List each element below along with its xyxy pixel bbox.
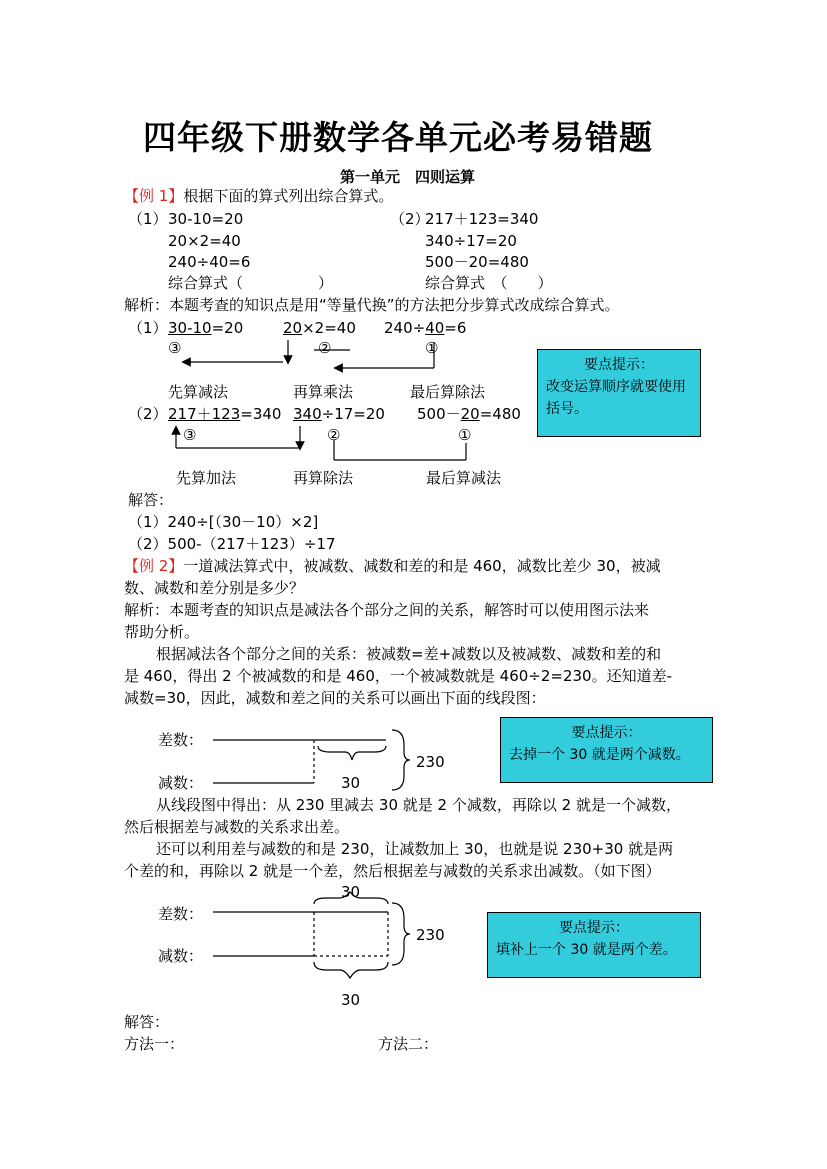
example-1-analysis: 解析：本题考查的知识点是用“等量代换”的方法把分步算式改成综合算式。 bbox=[124, 296, 620, 314]
d2-num: （2） bbox=[128, 405, 168, 423]
p2-num: （2） bbox=[390, 210, 430, 228]
d2-expr1-underlined: 217＋123 bbox=[168, 405, 241, 423]
fig1-30: 30 bbox=[341, 774, 361, 792]
p1-line1: 30-10=20 bbox=[168, 210, 244, 228]
fig2-brace-bottom bbox=[314, 962, 388, 978]
d2-expr3-underlined: 20 bbox=[460, 405, 480, 423]
fig1-brace-30 bbox=[318, 746, 386, 760]
tip-box-3-title: 要点提示： bbox=[559, 920, 629, 936]
d1-step2: 再算乘法 bbox=[293, 383, 354, 401]
d2-expr1-rest: =340 bbox=[240, 405, 282, 423]
ex2-para-6: 还可以利用差与减数的和是 230，让减数加上 30，也就是说 230+30 就是两 bbox=[156, 840, 674, 858]
method-two: 方法二： bbox=[378, 1035, 439, 1053]
d2-step2: 再算除法 bbox=[293, 469, 354, 487]
tip-box-1-body: 改变运算顺序就要使用括号。 bbox=[546, 379, 686, 417]
d1-circle-2: ② bbox=[318, 339, 332, 357]
d2-circle-1: ① bbox=[458, 426, 472, 444]
p1-line3: 240÷40=6 bbox=[168, 253, 251, 271]
tip-box-3-body: 填补上一个 30 就是两个差。 bbox=[496, 942, 677, 958]
fig2-top-30: 30 bbox=[341, 883, 361, 901]
ex2-para-7: 个差的和，再除以 2 就是一个差，然后根据差与减数的关系求出减数。（如下图） bbox=[124, 862, 661, 880]
p1-num: （1） bbox=[128, 210, 168, 228]
example-2-q2: 数、减数和差分别是多少？ bbox=[124, 579, 305, 597]
d1-expr2-underlined: 20 bbox=[283, 319, 303, 337]
d2-circle-2: ② bbox=[327, 426, 341, 444]
d2-expr2-rest: ÷17=20 bbox=[321, 405, 385, 423]
example-2-analysis-2: 帮助分析。 bbox=[124, 623, 200, 641]
example-2-analysis-1: 解析：本题考查的知识点是减法各个部分之间的关系，解答时可以使用图示法来 bbox=[124, 601, 650, 619]
p1-line2: 20×2=40 bbox=[168, 232, 241, 250]
example-1-tag: 【例 1】 bbox=[124, 187, 184, 205]
d2-expr2-underlined: 340 bbox=[293, 405, 322, 423]
p2-line3: 500－20=480 bbox=[425, 253, 529, 271]
d2-step1: 先算加法 bbox=[176, 469, 237, 487]
tip-box-1-title: 要点提示： bbox=[584, 357, 654, 373]
d1-step1: 先算减法 bbox=[168, 383, 229, 401]
fig2-230: 230 bbox=[416, 926, 445, 944]
d2-circle-3: ③ bbox=[183, 426, 197, 444]
d1-expr3-c: =6 bbox=[444, 319, 467, 337]
fig2-brace-top bbox=[314, 892, 388, 904]
d1-expr3-a: 240÷ bbox=[384, 319, 426, 337]
d1-expr1-rest: =20 bbox=[211, 319, 244, 337]
method-one: 方法一： bbox=[124, 1035, 185, 1053]
ex2-para-4: 从线段图中得出：从 230 里减去 30 就是 2 个减数，再除以 2 就是一个减数， bbox=[156, 796, 681, 814]
fig1-230: 230 bbox=[416, 753, 445, 771]
page-title: 四年级下册数学各单元必考易错题 bbox=[143, 118, 653, 157]
p2-line2: 340÷17=20 bbox=[425, 232, 517, 250]
ex1-answer-1: （1）240÷[（30－10）×2] bbox=[128, 513, 319, 531]
d1-expr2-rest: ×2=40 bbox=[302, 319, 356, 337]
ex2-para-5: 然后根据差与减数的关系求出差。 bbox=[124, 818, 350, 836]
fig2-bottom-30: 30 bbox=[341, 991, 361, 1009]
d2-expr3-a: 500－ bbox=[417, 405, 461, 423]
ex2-para-2: 是 460，得出 2 个被减数的和是 460，一个被减数就是 460÷2=230。还知道差- bbox=[124, 667, 673, 685]
unit-title: 第一单元 四则运算 bbox=[340, 168, 476, 186]
ex2-para-3: 减数=30，因此，减数和差之间的关系可以画出下面的线段图： bbox=[124, 689, 546, 707]
d1-num: （1） bbox=[128, 319, 168, 337]
tip-box-2-body: 去掉一个 30 就是两个减数。 bbox=[509, 747, 690, 763]
fig2-brace-230 bbox=[392, 903, 410, 965]
example-1-question-text: 根据下面的算式列出综合算式。 bbox=[183, 187, 394, 205]
d1-step3: 最后算除法 bbox=[410, 383, 486, 401]
example-2-tag: 【例 2】 bbox=[124, 557, 184, 575]
p2-line1: 217＋123=340 bbox=[425, 210, 539, 228]
d1-expr1-underlined: 30-10 bbox=[168, 319, 212, 337]
d1-expr3-underlined: 40 bbox=[425, 319, 445, 337]
fig2-sub-label: 减数： bbox=[158, 947, 204, 965]
tip-box-2-title: 要点提示： bbox=[571, 725, 642, 741]
ex1-answer-label: 解答： bbox=[128, 491, 174, 509]
p2-line4: 综合算式 （ ） bbox=[425, 274, 553, 292]
d2-expr3-c: =480 bbox=[479, 405, 521, 423]
ex1-answer-2: （2）500-（217＋123）÷17 bbox=[128, 535, 336, 553]
example-2-q1: 一道减法算式中，被减数、减数和差的和是 460，减数比差少 30，被减 bbox=[183, 557, 661, 575]
ex2-answer-label: 解答： bbox=[124, 1013, 170, 1031]
d2-step3: 最后算减法 bbox=[426, 469, 502, 487]
fig1-diff-label: 差数： bbox=[158, 731, 204, 749]
d1-circle-1: ① bbox=[425, 339, 439, 357]
d1-circle-3: ③ bbox=[168, 339, 182, 357]
p1-line4: 综合算式（ ） bbox=[168, 274, 334, 292]
fig2-diff-label: 差数： bbox=[158, 905, 204, 923]
fig1-sub-label: 减数： bbox=[158, 774, 204, 792]
ex2-para-1: 根据减法各个部分之间的关系：被减数=差+减数以及被减数、减数和差的和 bbox=[156, 645, 662, 663]
fig1-brace-230 bbox=[392, 730, 410, 790]
